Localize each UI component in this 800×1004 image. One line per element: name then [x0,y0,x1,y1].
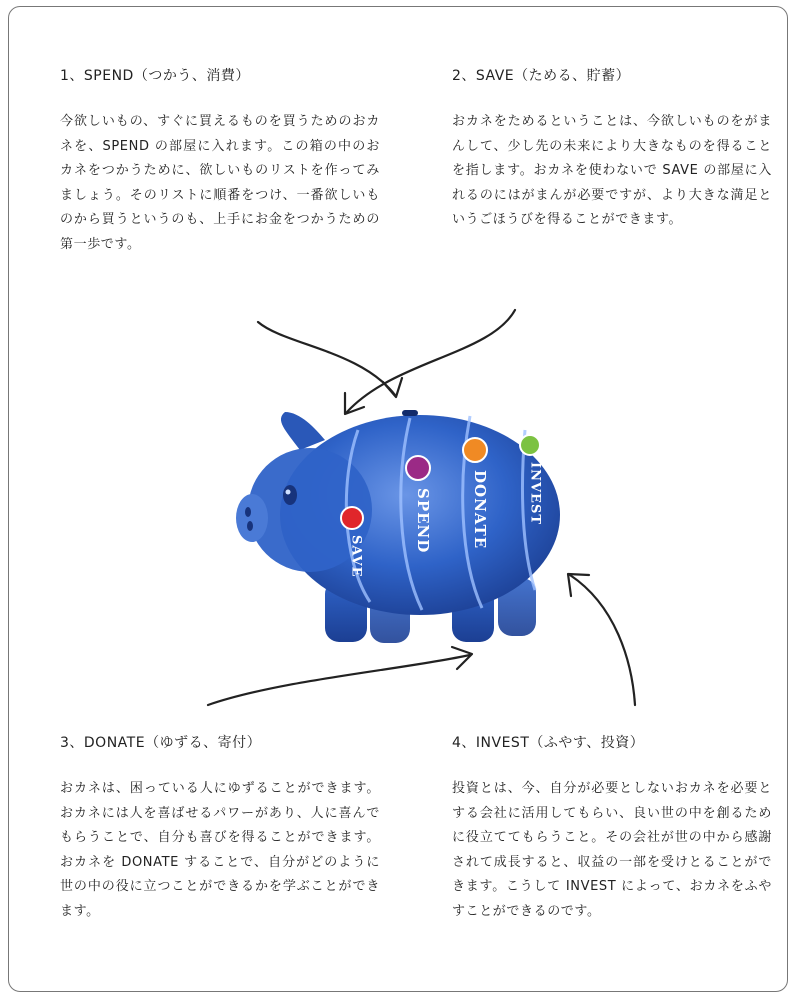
save-section [452,66,772,233]
coin-slot [402,410,418,416]
spend-title: 1、SPEND（つかう、消費） [60,68,250,84]
donate-badge [463,438,487,462]
save-title: 2、SAVE（ためる、貯蓄） [452,68,631,84]
donate-label: DONATE [471,470,489,550]
invest-section [452,733,772,924]
donate-body: おカネは、困っている人にゆずることができます。おカネには人を喜ばせるパワーがあり、人に喜んでもらうことで、自分も喜びを得ることができます。おカネを DONATE することで、自分がどのように世の中の役に立つことができるかを学ぶことができます。 [60,781,380,919]
invest-badge [520,435,540,455]
pig-eye [283,485,297,505]
spend-body: 今欲しいもの、すぐに買えるものを買うためのおカネを、SPEND の部屋に入れます。この箱の中のおカネをつかうために、欲しいものリストを作ってみましょう。そのリストに順番をつけ、一番欲しいものから買うというのも、上手にお金をつかうための第一歩です。 [60,114,380,252]
spend-badge [406,456,430,480]
spend-label: SPEND [414,488,432,554]
invest-body: 投資とは、今、自分が必要としないおカネを必要とする会社に活用してもらい、良い世の中を創るために役立ててもらうこと。その会社が世の中から感謝されて成長すると、収益の一部を受けとることができます。こうして INVEST によって、おカネをふやすことができるのです。 [452,781,772,919]
save-body: おカネをためるということは、今欲しいものをがまんして、少し先の未来により大きなものを得ることを指します。おカネを使わないで SAVE の部屋に入れるのにはがまんが必要ですが、より大きな満足というごほうびを得ることができます。 [452,114,772,227]
donate-section [60,733,380,924]
save-badge [341,507,363,529]
spend-section [60,66,380,257]
invest-title: 4、INVEST（ふやす、投資） [452,735,645,751]
pig-snout [236,494,268,542]
save-label: SAVE [348,535,364,578]
piggy-bank-illustration [230,390,570,670]
pig-ear [281,412,325,450]
invest-label: INVEST [527,462,543,526]
donate-title: 3、DONATE（ゆずる、寄付） [60,735,262,751]
